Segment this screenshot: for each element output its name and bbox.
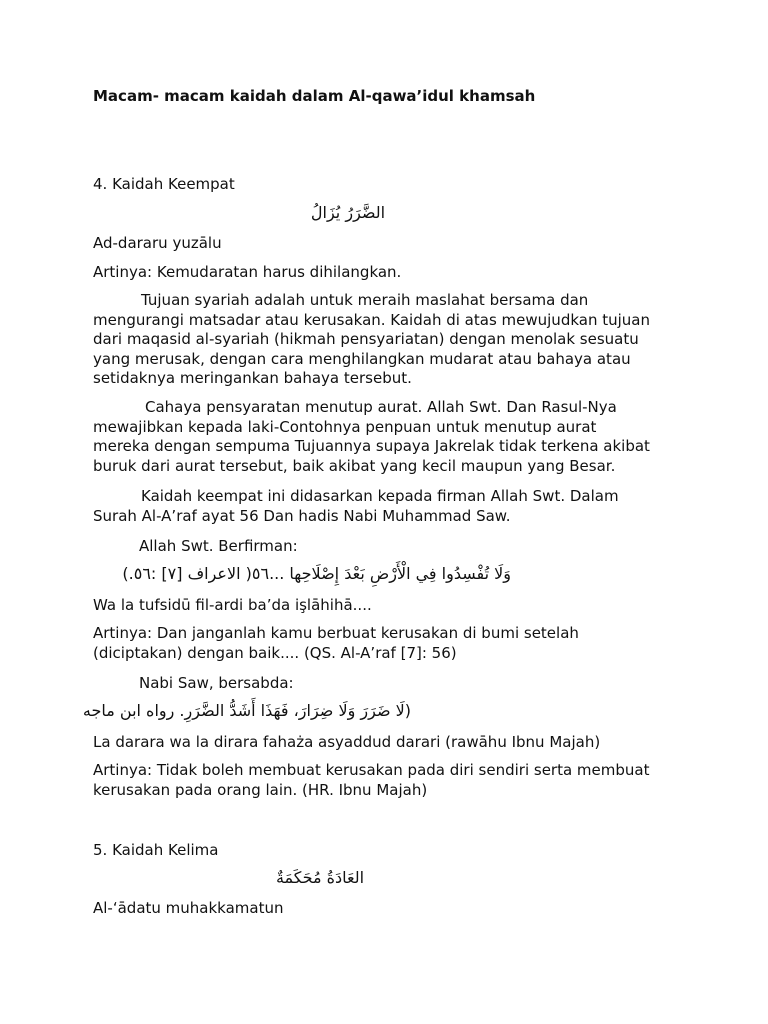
allah-intro: Allah Swt. Berfirman:: [139, 537, 298, 555]
section4-arabic-rule: الضَّرَرُ يُزَالُ: [310, 203, 386, 222]
paragraph-line: mereka dengan sempuma Tujuannya supaya Jakrelak tidak terkena akibat: [93, 437, 650, 456]
section4-paragraph-2: [93, 398, 683, 476]
paragraph-line: Tujuan syariah adalah untuk meraih maslahat bersama dan: [141, 291, 589, 309]
paragraph-line: Artinya: Tidak boleh membuat kerusakan pada diri sendiri serta membuat: [93, 761, 650, 779]
paragraph-line: Surah Al-A’raf ayat 56 Dan hadis Nabi Muhammad Saw.: [93, 506, 511, 525]
paragraph-line: dari maqasid al-syariah (hikmah pensyariatan) dengan menolak sesuatu: [93, 330, 639, 349]
paragraph-line: Cahaya pensyaratan menutup aurat. Allah Swt. Dan Rasul-Nya: [145, 398, 617, 416]
paragraph-line: Kaidah keempat ini didasarkan kepada firman Allah Swt. Dalam: [141, 487, 619, 505]
paragraph-line: kerusakan pada orang lain. (HR. Ibnu Majah): [93, 780, 428, 799]
paragraph-line: Artinya: Dan janganlah kamu berbuat kerusakan di bumi setelah: [93, 624, 579, 642]
paragraph-line: (diciptakan) dengan baik.... (QS. Al-A’raf [7]: 56): [93, 643, 457, 662]
hadith-transliteration: La darara wa la dirara fahaża asyaddud darari (rawāhu Ibnu Majah): [93, 733, 601, 751]
paragraph-line: mewajibkan kepada laki-Contohnya penpuan untuk menutup aurat: [93, 417, 597, 436]
section4-paragraph-3: [93, 487, 683, 526]
paragraph-line: mengurangi matsadar atau kerusakan. Kaidah di atas mewujudkan tujuan: [93, 310, 650, 329]
hadith-meaning: [93, 761, 683, 800]
verse-arabic: وَلَا تُفْسِدُوا فِي الْأَرْضِ بَعْدَ إِصْلَاحِها ...٥٦( الاعراف [٧] :٥٦.): [122, 564, 511, 583]
verse-meaning: [93, 624, 683, 663]
section5-arabic-rule: العَادَةُ مُحَكَمَةٌ: [275, 868, 365, 887]
section4-paragraph-1: [93, 291, 683, 389]
hadith-arabic: (لَا ضَرَرَ وَلَا ضِرَارَ، فَهَذَا أَشَدُّ الضَّرَرِ. رواه ابن ماجه: [82, 701, 411, 720]
paragraph-line: buruk dari aurat tersebut, baik akibat yang kecil maupun yang Besar.: [93, 456, 616, 475]
section4-meaning: Artinya: Kemudaratan harus dihilangkan.: [93, 263, 402, 281]
section4-transliteration: Ad-dararu yuzālu: [93, 234, 222, 252]
section4-heading: 4. Kaidah Keempat: [93, 175, 235, 193]
section5-transliteration: Al-‘ādatu muhakkamatun: [93, 899, 284, 917]
nabi-intro: Nabi Saw, bersabda:: [139, 674, 294, 692]
paragraph-line: yang merusak, dengan cara menghilangkan mudarat atau bahaya atau: [93, 349, 631, 368]
document-title: Macam- macam kaidah dalam Al-qawa’idul khamsah: [93, 87, 536, 105]
section5-heading: 5. Kaidah Kelima: [93, 841, 219, 859]
verse-transliteration: Wa la tufsidū fil-ardi ba’da işlāhihā....: [93, 596, 372, 614]
paragraph-line: setidaknya meringankan bahaya tersebut.: [93, 369, 412, 388]
